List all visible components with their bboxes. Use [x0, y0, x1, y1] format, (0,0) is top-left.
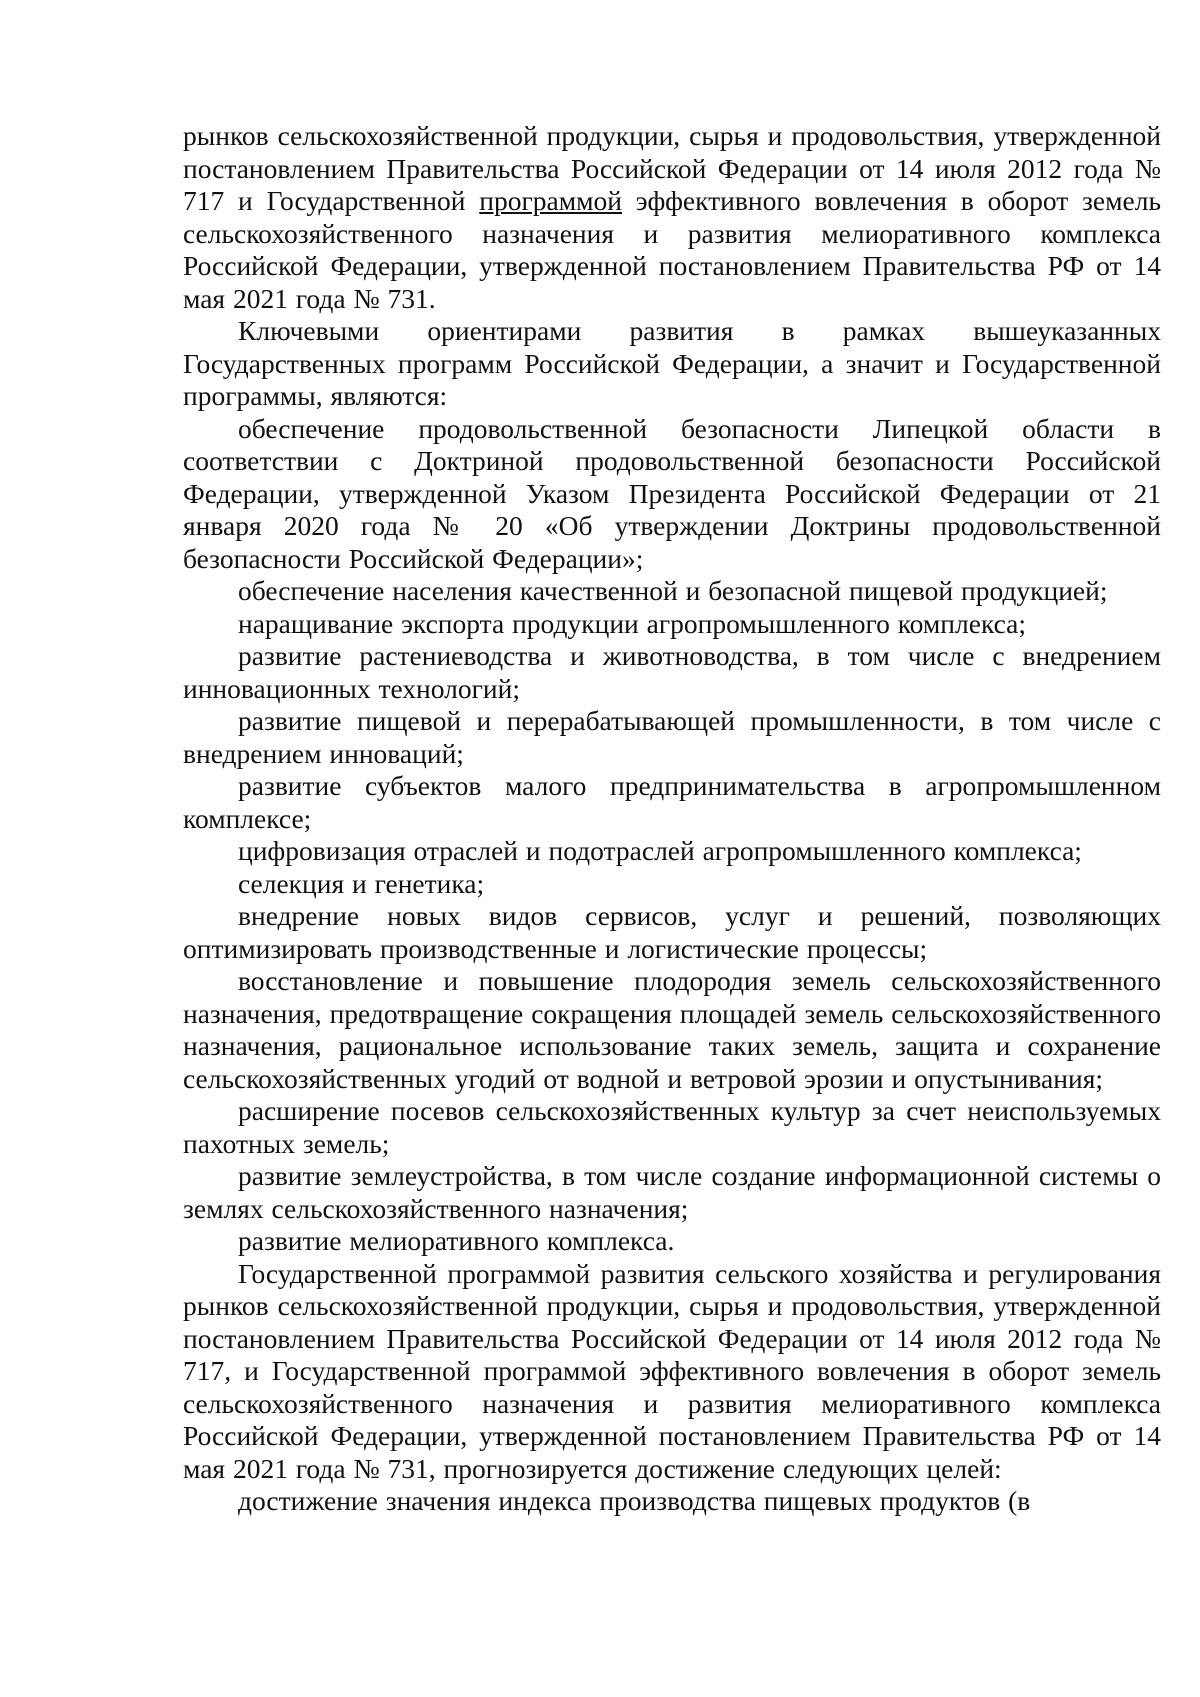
list-item-soil-fertility: восстановление и повышение плодородия земель сельскохозяйственного назначения, предотвращение сокращения площадей земель сельскохозяйственного назначения, рациональное использование таких земель, защита и сохранение сельскохозяйственных угодий от водной и ветровой эрозии и опустынивания; [183, 965, 1161, 1094]
list-item-food-security: обеспечение продовольственной безопасности Липецкой области в соответствии с Доктриной продовольственной безопасности Российской Федерации, утвержденной Указом Президента Российской Федерации от 21 января 2020 года № 20 «Об утверждении Доктрины продовольственной безопасности Российской Федерации»; [183, 412, 1161, 574]
paragraph-text-before-link: рынков сельскохозяйственной продукции, сырья и продовольствия, утвержденной постановлением Правительства Российской Федерации от 14 июля 2012 года № 717 и Государственной [183, 120, 1161, 216]
list-item-new-services: внедрение новых видов сервисов, услуг и решений, позволяющих оптимизировать производственные и логистические процессы; [183, 900, 1161, 964]
paragraph-key-guidelines: Ключевыми ориентирами развития в рамках вышеуказанных Государственных программ Российской Федерации, а значит и Государственной программы, являются: [183, 315, 1161, 411]
paragraph-goals-forecast: Государственной программой развития сельского хозяйства и регулирования рынков сельскохозяйственной продукции, сырья и продовольствия, утвержденной постановлением Правительства Российской Федерации от 14 июля 2012 года № 717, и Государственной программой эффективного вовлечения в оборот земель сельскохозяйственного назначения и развития мелиоративного комплекса Российской Федерации, утвержденной постановлением Правительства РФ от 14 мая 2021 года № 731, прогнозируется достижение следующих целей: [183, 1257, 1161, 1484]
document-body [183, 120, 1161, 1518]
list-item-food-index: достижение значения индекса производства пищевых продуктов (в [238, 1485, 1031, 1516]
program-link[interactable]: программой [479, 185, 622, 216]
paragraph-text-after-link: эффективного вовлечения в оборот земель сельскохозяйственного назначения и развития мелиоративного комплекса Российской Федерации, утвержденной постановлением Правительства РФ от 14 мая 2021 года № 731. [183, 185, 1161, 314]
list-item-crop-expansion: расширение посевов сельскохозяйственных культур за счет неиспользуемых пахотных земель; [183, 1095, 1161, 1159]
list-item-quality-food: обеспечение населения качественной и безопасной пищевой продукцией; [238, 575, 1108, 606]
list-item-small-business: развитие субъектов малого предпринимательства в агропромышленном комплексе; [183, 770, 1161, 834]
list-item-crop-livestock: развитие растениеводства и животноводства, в том числе с внедрением инновационных технологий; [183, 640, 1161, 704]
list-item-export: наращивание экспорта продукции агропромышленного комплекса; [238, 607, 1027, 639]
list-item-food-industry: развитие пищевой и перерабатывающей промышленности, в том числе с внедрением инноваций; [183, 705, 1161, 769]
list-item-land-management: развитие землеустройства, в том числе создание информационной системы о землях сельскохозяйственного назначения; [183, 1160, 1161, 1224]
paragraph-intro-continuation [183, 120, 1161, 315]
list-item-selection-genetics: селекция и генетика; [238, 867, 485, 899]
list-item-digitalization: цифровизация отраслей и подотраслей агропромышленного комплекса; [238, 835, 1082, 866]
list-item-melioration: развитие мелиоративного комплекса. [238, 1225, 675, 1256]
